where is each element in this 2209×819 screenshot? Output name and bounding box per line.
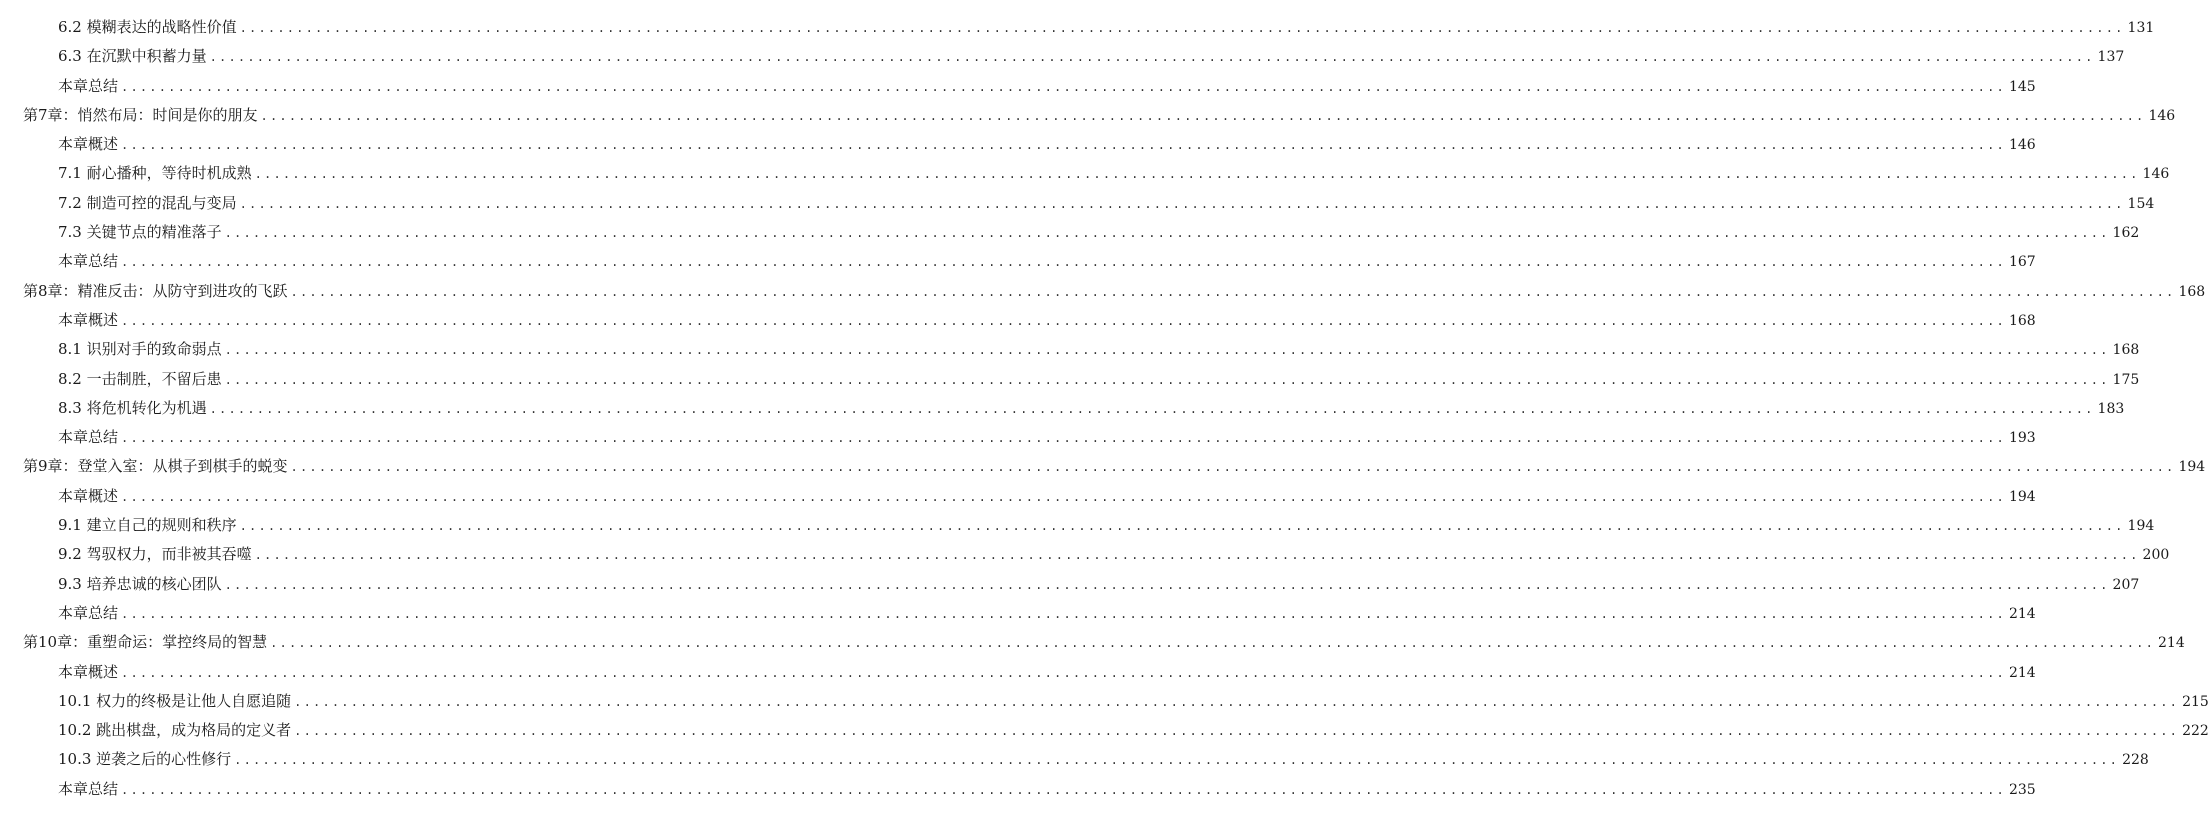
toc-entry-title: 10.3 逆袭之后的心性修行: [58, 750, 232, 769]
toc-dot-leader: ........................................................................................................................................................................................................: [290, 284, 2176, 299]
toc-page-number: 183: [2097, 400, 2125, 417]
toc-entry-title: 9.2 驾驭权力，而非被其吞噬: [58, 545, 252, 564]
toc-dot-leader: ........................................................................................................................................................................................................: [239, 519, 2125, 534]
toc-section-entry[interactable]: [0, 247, 2036, 276]
toc-page-number: 168: [2008, 312, 2036, 329]
toc-section-entry[interactable]: [0, 394, 2125, 423]
toc-entry-title: 本章总结: [58, 76, 119, 95]
toc-section-entry[interactable]: [0, 511, 2155, 540]
toc-dot-leader: ........................................................................................................................................................................................................: [234, 753, 2120, 768]
toc-page-number: 215: [2182, 693, 2209, 710]
toc-page-number: 137: [2097, 49, 2125, 66]
toc-section-entry[interactable]: [0, 423, 2036, 452]
toc-dot-leader: ........................................................................................................................................................................................................: [209, 401, 2095, 416]
toc-section-entry[interactable]: [0, 599, 2036, 628]
toc-page-number: 154: [2127, 195, 2155, 212]
toc-dot-leader: ........................................................................................................................................................................................................: [294, 694, 2180, 709]
toc-section-entry[interactable]: [0, 716, 2209, 745]
toc-page-number: 214: [2158, 635, 2185, 652]
toc-dot-leader: ........................................................................................................................................................................................................: [121, 606, 2006, 621]
toc-dot-leader: ........................................................................................................................................................................................................: [121, 255, 2006, 270]
toc-page-number: 167: [2008, 254, 2036, 271]
toc-dot-leader: ........................................................................................................................................................................................................: [224, 343, 2110, 358]
toc-page-number: 214: [2008, 605, 2036, 622]
toc-dot-leader: ........................................................................................................................................................................................................: [294, 724, 2180, 739]
toc-chapter-entry[interactable]: [0, 101, 2176, 130]
toc-entry-title: 10.1 权力的终极是让他人自愿追随: [58, 691, 292, 710]
toc-dot-leader: ........................................................................................................................................................................................................: [224, 372, 2110, 387]
toc-entry-title: 第9章：登堂入室：从棋子到棋手的蜕变: [23, 457, 288, 476]
toc-dot-leader: ........................................................................................................................................................................................................: [254, 548, 2140, 563]
toc-section-entry[interactable]: [0, 482, 2036, 511]
toc-entry-title: 8.3 将危机转化为机遇: [58, 398, 207, 417]
toc-dot-leader: ........................................................................................................................................................................................................: [209, 50, 2095, 65]
toc-entry-title: 9.3 培养忠诚的核心团队: [58, 574, 222, 593]
toc-page-number: 228: [2122, 752, 2149, 769]
toc-dot-leader: ........................................................................................................................................................................................................: [121, 782, 2006, 797]
toc-entry-title: 本章概述: [58, 135, 119, 154]
toc-entry-title: 第8章：精准反击：从防守到进攻的飞跃: [23, 281, 288, 300]
toc-section-entry[interactable]: [0, 335, 2140, 364]
toc-dot-leader: ........................................................................................................................................................................................................: [254, 167, 2140, 182]
toc-section-entry[interactable]: [0, 540, 2170, 569]
toc-page-number: 194: [2008, 488, 2036, 505]
toc-dot-leader: ........................................................................................................................................................................................................: [239, 196, 2125, 211]
toc-entry-title: 本章概述: [58, 486, 119, 505]
toc-chapter-entry[interactable]: [0, 452, 2206, 481]
toc-entry-title: 7.3 关键节点的精准落子: [58, 223, 222, 242]
toc-page-number: 214: [2008, 664, 2036, 681]
toc-entry-title: 本章概述: [58, 310, 119, 329]
toc-page-number: 146: [2142, 166, 2170, 183]
toc-section-entry[interactable]: [0, 570, 2140, 599]
table-of-contents: [0, 13, 2209, 804]
toc-entry-title: 本章总结: [58, 779, 119, 798]
toc-section-entry[interactable]: [0, 218, 2140, 247]
toc-section-entry[interactable]: [0, 687, 2209, 716]
toc-dot-leader: ........................................................................................................................................................................................................: [270, 636, 2156, 651]
toc-dot-leader: ........................................................................................................................................................................................................: [121, 313, 2006, 328]
toc-dot-leader: ........................................................................................................................................................................................................: [260, 108, 2146, 123]
toc-chapter-entry[interactable]: [0, 628, 2185, 657]
toc-page-number: 131: [2127, 20, 2155, 36]
toc-page-number: 175: [2112, 371, 2140, 388]
toc-entry-title: 本章总结: [58, 428, 119, 447]
toc-section-entry[interactable]: [0, 159, 2170, 188]
toc-page-number: 222: [2182, 723, 2209, 740]
toc-section-entry[interactable]: [0, 775, 2036, 804]
toc-entry-title: 7.1 耐心播种，等待时机成熟: [58, 164, 252, 183]
toc-page-number: 168: [2112, 342, 2140, 359]
toc-dot-leader: ........................................................................................................................................................................................................: [224, 226, 2110, 241]
toc-dot-leader: ........................................................................................................................................................................................................: [224, 577, 2110, 592]
toc-dot-leader: ........................................................................................................................................................................................................: [121, 138, 2006, 153]
toc-section-entry[interactable]: [0, 189, 2155, 218]
toc-entry-title: 第10章：重塑命运：掌控终局的智慧: [23, 633, 268, 652]
toc-page-number: 146: [2148, 107, 2176, 124]
toc-entry-title: 6.2 模糊表达的战略性价值: [58, 18, 237, 36]
toc-entry-title: 10.2 跳出棋盘，成为格局的定义者: [58, 721, 292, 740]
toc-dot-leader: ........................................................................................................................................................................................................: [121, 489, 2006, 504]
toc-section-entry[interactable]: [0, 658, 2036, 687]
toc-section-entry[interactable]: [0, 72, 2036, 101]
toc-page-number: 145: [2008, 78, 2036, 95]
toc-page-number: 193: [2008, 430, 2036, 447]
toc-entry-title: 8.1 识别对手的致命弱点: [58, 340, 222, 359]
toc-dot-leader: ........................................................................................................................................................................................................: [121, 665, 2006, 680]
toc-chapter-entry[interactable]: [0, 277, 2206, 306]
toc-entry-title: 6.3 在沉默中积蓄力量: [58, 47, 207, 66]
toc-entry-title: 第7章：悄然布局：时间是你的朋友: [23, 105, 258, 124]
toc-page-number: 194: [2178, 459, 2206, 476]
toc-dot-leader: ........................................................................................................................................................................................................: [239, 21, 2125, 35]
toc-section-entry[interactable]: [0, 745, 2149, 774]
toc-page-number: 194: [2127, 518, 2155, 535]
toc-page-number: 146: [2008, 137, 2036, 154]
toc-entry-title: 7.2 制造可控的混乱与变局: [58, 193, 237, 212]
toc-entry-title: 本章总结: [58, 252, 119, 271]
toc-dot-leader: ........................................................................................................................................................................................................: [121, 431, 2006, 446]
toc-page-number: 168: [2178, 283, 2206, 300]
toc-dot-leader: ........................................................................................................................................................................................................: [121, 79, 2006, 94]
toc-entry-title: 本章概述: [58, 662, 119, 681]
toc-page-number: 235: [2008, 781, 2036, 798]
toc-page-number: 207: [2112, 576, 2140, 593]
toc-dot-leader: ........................................................................................................................................................................................................: [290, 460, 2176, 475]
toc-section-entry[interactable]: [0, 13, 2155, 42]
toc-entry-title: 8.2 一击制胜，不留后患: [58, 369, 222, 388]
toc-section-entry[interactable]: [0, 365, 2140, 394]
toc-section-entry[interactable]: [0, 306, 2036, 335]
toc-section-entry[interactable]: [0, 42, 2125, 71]
toc-page-number: 200: [2142, 547, 2170, 564]
toc-entry-title: 9.1 建立自己的规则和秩序: [58, 516, 237, 535]
toc-page-number: 162: [2112, 225, 2140, 242]
toc-entry-title: 本章总结: [58, 603, 119, 622]
toc-section-entry[interactable]: [0, 130, 2036, 159]
